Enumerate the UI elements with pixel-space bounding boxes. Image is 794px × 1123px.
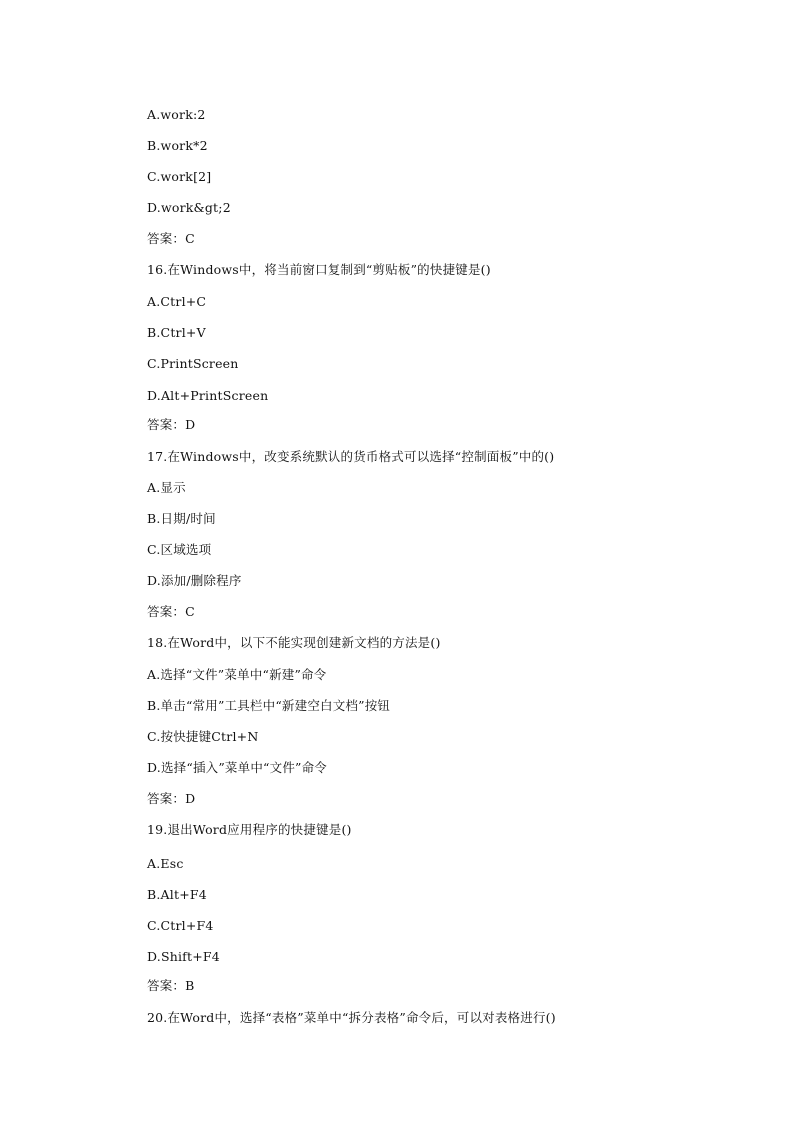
option-c: C.Ctrl+F4 bbox=[147, 918, 214, 933]
option-c: C.区域选项 bbox=[147, 542, 212, 557]
question-17: 17.在Windows中，改变系统默认的货币格式可以选择“控制面板”中的() bbox=[147, 449, 555, 464]
question-16: 16.在Windows中，将当前窗口复制到“剪贴板”的快捷键是() bbox=[147, 262, 491, 277]
option-b: B.Alt+F4 bbox=[147, 887, 207, 902]
answer: 答案：D bbox=[147, 417, 196, 432]
option-b: B.work*2 bbox=[147, 138, 208, 153]
option-c: C.按快捷键Ctrl+N bbox=[147, 729, 259, 744]
option-a: A.选择“文件”菜单中“新建”命令 bbox=[147, 667, 327, 682]
option-c: C.work[2] bbox=[147, 169, 212, 184]
answer: 答案：B bbox=[147, 978, 195, 993]
option-a: A.Ctrl+C bbox=[147, 294, 207, 309]
option-b: B.单击“常用”工具栏中“新建空白文档”按钮 bbox=[147, 698, 391, 713]
question-19: 19.退出Word应用程序的快捷键是() bbox=[147, 822, 352, 837]
option-a: A.work:2 bbox=[147, 107, 206, 122]
option-c: C.PrintScreen bbox=[147, 356, 239, 371]
option-a: A.Esc bbox=[147, 856, 184, 871]
answer: 答案：D bbox=[147, 791, 196, 806]
option-d: D.添加/删除程序 bbox=[147, 573, 242, 588]
option-d: D.Shift+F4 bbox=[147, 949, 220, 964]
option-b: B.日期/时间 bbox=[147, 511, 216, 526]
question-20: 20.在Word中，选择“表格”菜单中“拆分表格”命令后，可以对表格进行() bbox=[147, 1010, 556, 1025]
option-d: D.选择“插入”菜单中“文件”命令 bbox=[147, 760, 328, 775]
option-d: D.work&gt;2 bbox=[147, 200, 231, 215]
question-18: 18.在Word中，以下不能实现创建新文档的方法是() bbox=[147, 635, 441, 650]
answer: 答案：C bbox=[147, 604, 195, 619]
option-d: D.Alt+PrintScreen bbox=[147, 388, 269, 403]
option-b: B.Ctrl+V bbox=[147, 325, 206, 340]
option-a: A.显示 bbox=[147, 480, 186, 495]
answer: 答案：C bbox=[147, 231, 195, 246]
